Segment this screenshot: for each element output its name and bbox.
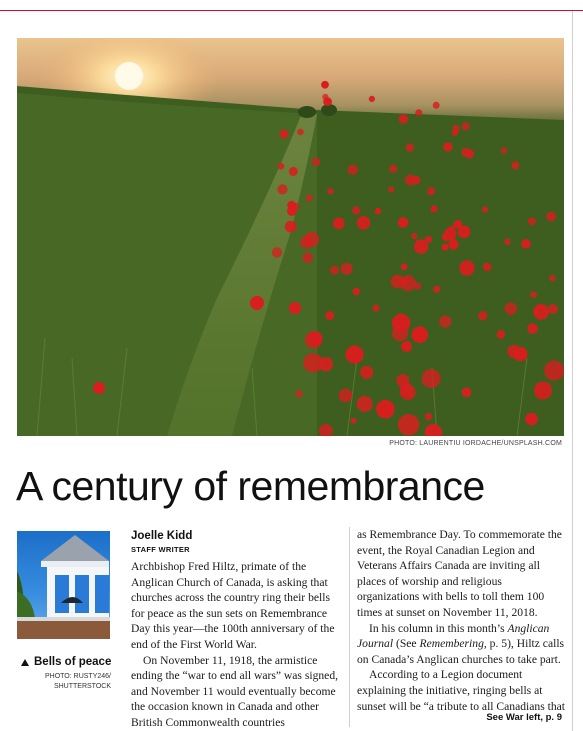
poppy-flower <box>401 341 412 352</box>
poppy-flower <box>504 238 511 245</box>
poppy-flower <box>330 266 339 275</box>
poppy-flower <box>341 263 353 275</box>
poppy-flower <box>478 311 487 320</box>
poppy-flower <box>549 275 555 281</box>
text-run: , p. 5), Hiltz calls on Canada’s Anglican churches to take part. <box>357 637 565 666</box>
poppy-flower <box>399 114 409 124</box>
poppy-flower <box>400 383 413 396</box>
poppy-flower <box>401 263 408 270</box>
poppy-flower <box>412 326 429 343</box>
poppy-field-illustration <box>17 38 564 436</box>
poppy-flower <box>303 253 313 263</box>
poppy-flower <box>422 369 441 388</box>
article-paragraph: Archbishop Fred Hiltz, primate of the Anglican Church of Canada, is asking that churches across the country ring their bells for peace as the sun sets on Remembrance Day this year—the 100th anniversary of the end of the First World War. <box>131 560 335 651</box>
poppy-flower <box>411 233 417 239</box>
poppy-flower <box>277 184 287 194</box>
poppy-flower <box>534 382 552 400</box>
poppy-flower <box>300 236 313 249</box>
poppy-flower <box>442 244 449 251</box>
publication-title: Anglican Journal <box>357 621 550 651</box>
poppy-flower <box>369 96 375 102</box>
poppy-flower <box>459 260 474 275</box>
poppy-flower <box>297 129 304 136</box>
article-paragraph: According to a Legion document explaining the initiative, ringing bells at sunset will be “a tribute to all Canadians that <box>357 668 565 713</box>
poppy-flower <box>425 413 433 421</box>
poppy-flower <box>530 291 537 298</box>
poppy-flower <box>548 304 558 314</box>
poppy-flower <box>339 389 353 403</box>
poppy-flower <box>398 217 409 228</box>
poppy-flower <box>433 102 440 109</box>
poppy-flower <box>295 390 302 397</box>
poppy-flower <box>250 296 264 310</box>
photo-credit: PHOTO: LAURENTIU IORDACHE/UNSPLASH.COM <box>389 440 562 447</box>
poppy-flower <box>462 122 470 130</box>
article-paragraph: On November 11, 1918, the armistice ending the “war to end all wars” was signed, and November 11 would eventually become the occasion known in Canada and other British Commonwealth countries <box>131 653 339 729</box>
poppy-flower <box>427 187 435 195</box>
poppy-flower <box>93 382 105 394</box>
article-column-2 <box>357 527 565 714</box>
text-run: (See <box>393 637 420 651</box>
page-edge <box>572 11 573 731</box>
poppy-flower <box>319 357 333 371</box>
poppy-flower <box>443 142 452 151</box>
poppy-flower <box>406 143 414 151</box>
text-run: In his column in this month’s <box>369 621 508 635</box>
poppy-flower <box>483 263 491 271</box>
continued-jump: See War left, p. 9 <box>486 712 562 723</box>
poppy-flower <box>528 217 536 225</box>
poppy-flower <box>533 304 549 320</box>
photo-caption-title <box>21 656 111 668</box>
poppy-flower <box>327 188 333 194</box>
poppy-flower <box>333 218 345 230</box>
poppy-flower <box>439 315 451 327</box>
poppy-flower <box>448 239 458 249</box>
poppy-flower <box>414 239 428 253</box>
poppy-flower <box>352 206 361 215</box>
poppy-flower <box>392 325 408 341</box>
poppy-flower <box>325 311 334 320</box>
poppy-flower <box>272 247 282 257</box>
poppy-flower <box>375 208 382 215</box>
poppy-flower <box>513 347 527 361</box>
column-divider <box>349 527 350 727</box>
poppy-flower <box>401 279 407 285</box>
poppy-flower <box>346 346 364 364</box>
poppy-flower <box>452 130 458 136</box>
poppy-field-photo <box>17 38 564 436</box>
poppy-flower <box>321 81 329 89</box>
author-name: Joelle Kidd <box>131 530 193 542</box>
poppy-flower <box>360 366 373 379</box>
poppy-flower <box>285 221 297 233</box>
poppy-flower <box>521 239 531 249</box>
poppy-flower <box>433 286 440 293</box>
caption-credit-line: PHOTO: RUSTY246/ <box>44 673 111 680</box>
poppy-flower <box>505 302 518 315</box>
poppy-flower <box>398 414 419 435</box>
poppy-flower <box>309 331 323 345</box>
article-paragraph: as Remembrance Day. To commemorate the event, the Royal Canadian Legion and Veterans Affairs Canada are inviting all places of worship and religious organizations with bells to toll them 100 times at sunset on November 11, 2018. <box>357 528 562 619</box>
poppy-flower <box>353 288 361 296</box>
poppy-flower <box>357 216 371 230</box>
poppy-flower <box>348 165 358 175</box>
poppy-flower <box>405 175 416 186</box>
poppy-flower <box>525 413 538 426</box>
poppy-flower <box>389 165 397 173</box>
poppy-flower <box>322 94 328 100</box>
poppy-flower <box>497 330 506 339</box>
article-paragraph <box>357 621 565 668</box>
column-title: Remembering <box>419 637 484 651</box>
bell-tower-illustration <box>17 531 110 639</box>
poppy-flower <box>454 220 463 229</box>
poppy-flower <box>312 158 321 167</box>
poppy-flower <box>287 201 296 210</box>
poppy-flower <box>376 400 395 419</box>
poppy-flower <box>289 167 298 176</box>
author-role: STAFF WRITER <box>131 545 190 554</box>
poppy-flower <box>527 323 538 334</box>
poppy-flower <box>546 212 556 222</box>
poppy-flower <box>501 147 508 154</box>
headline: A century of remembrance <box>16 463 485 509</box>
poppy-flower <box>462 388 472 398</box>
poppy-flower <box>415 109 422 116</box>
poppy-flower <box>511 161 519 169</box>
poppy-flower <box>357 396 373 412</box>
caption-triangle-icon <box>21 659 29 666</box>
poppy-flower <box>388 186 394 192</box>
poppy-flower <box>306 195 313 202</box>
poppy-flower <box>289 302 301 314</box>
caption-title-text: Bells of peace <box>34 656 112 668</box>
caption-credit-line: SHUTTERSTOCK <box>53 683 111 690</box>
top-rule <box>0 10 583 11</box>
poppy-flower <box>544 361 564 381</box>
poppy-flower <box>280 130 289 139</box>
article-column-1 <box>131 559 342 731</box>
poppy-flower <box>372 305 379 312</box>
poppy-flower <box>461 148 471 158</box>
photo-caption-credit <box>17 672 111 692</box>
poppy-flower <box>482 206 488 212</box>
bell-tower-photo <box>17 531 110 639</box>
poppy-flower <box>278 163 285 170</box>
poppy-flower <box>430 205 437 212</box>
poppy-flower <box>350 418 356 424</box>
